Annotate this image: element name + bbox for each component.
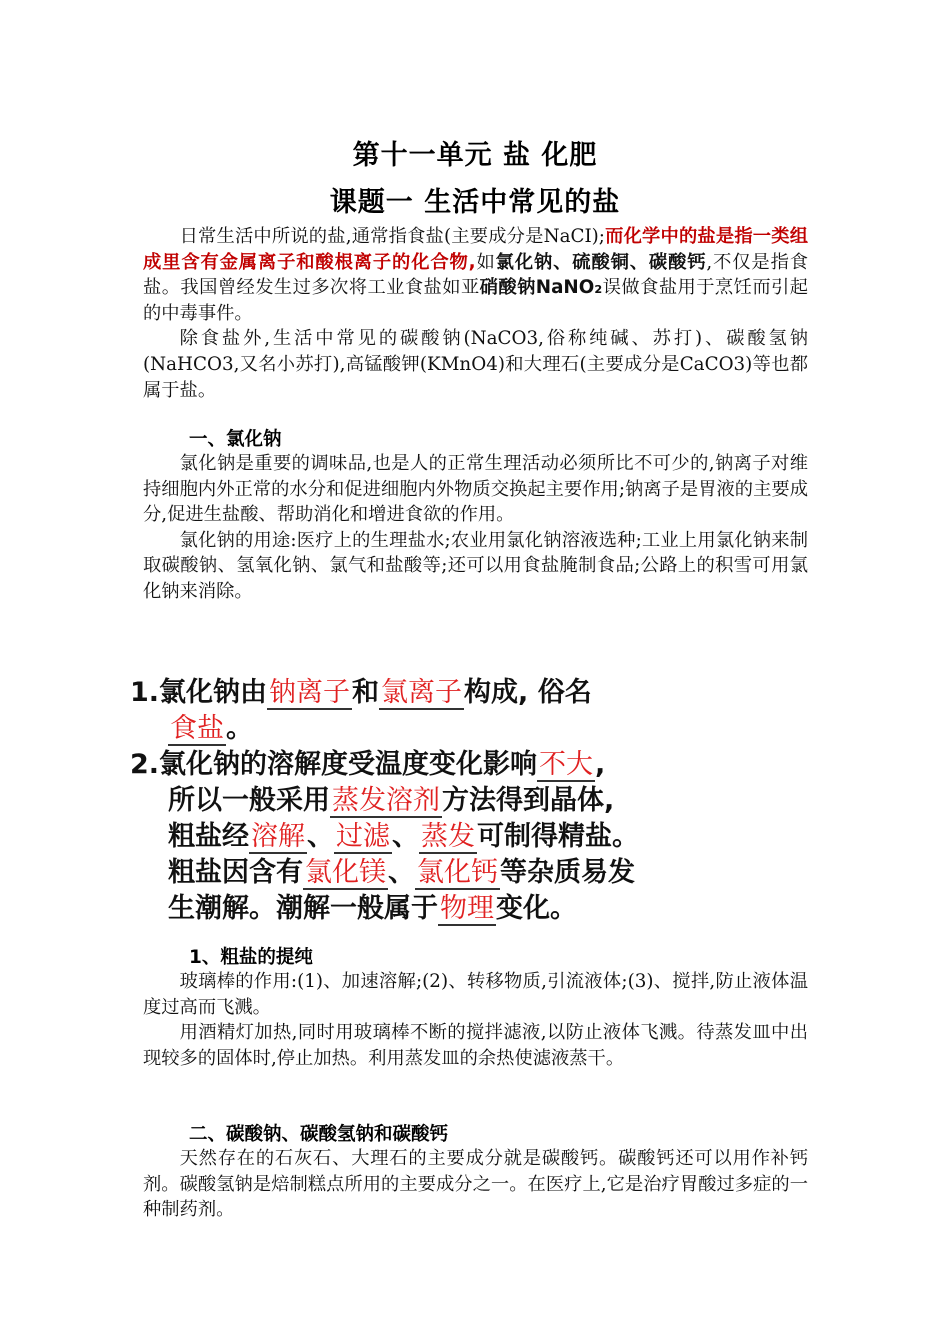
separator: 、 [388,857,415,888]
separator: 、 [392,821,419,852]
answer-blank: 溶解 [251,821,305,852]
salt-examples: 氯化钠、硫酸铜、碳酸钙 [495,251,707,273]
sodium-chloride-paragraph-1: 氯化钠是重要的调味品,也是人的正常生理活动必须所比不可少的,钠离子对维持细胞内外正常的水分和促进细胞内外物质交换起主要作用;钠离子是胃液的主要成分,促进生盐酸、帮助消化和增进食欲的作用。 [143,453,808,526]
question-text: 变化。 [496,893,577,924]
carbonates-paragraph-1: 天然存在的石灰石、大理石的主要成分就是碳酸钙。碳酸钙还可以用作补钙剂。碳酸氢钠是焙制糕点所用的主要成分之一。在医疗上,它是治疗胃酸过多症的一种制药剂。 [143,1148,808,1221]
purification-text [143,969,808,1071]
separator: 、 [307,821,334,852]
question-number: 2. [130,749,160,780]
answer-blank: 氯化镁 [305,857,386,888]
purification-paragraph-2: 用酒精灯加热,同时用玻璃棒不断的搅拌滤液,以防止液体飞溅。待蒸发皿中出现较多的固体时,停止加热。利用蒸发皿的余热使滤液蒸干。 [143,1022,808,1069]
question-text: 氯化钠的溶解度受温度变化影响 [159,749,538,780]
intro-paragraph-2: 除食盐外,生活中常见的碳酸钠(NaCO3,俗称纯碱、苏打)、碳酸氢钠(NaHCO3,又名小苏打),高锰酸钾(KMnO4)和大理石(主要成分是CaCO3)等也都属于盐。 [143,328,808,401]
answer-blank: 钠离子 [269,677,351,708]
question-text: 生潮解。潮解一般属于 [168,893,438,924]
unit-title: 第十一单元 盐 化肥 [352,140,598,171]
question-text: 方法得到晶体, [442,785,615,816]
carbonates-text [143,1146,808,1223]
question-text: 构成, 俗名 [464,677,592,708]
answer-blank: 氯离子 [381,677,463,708]
intro-p1-text-c: ,不仅是指食盐。我国曾经发生过多次将工业食盐如亚 [143,251,809,299]
question-text: , [595,749,606,780]
section-heading-sodium-chloride: 一、氯化钠 [189,429,282,450]
lesson-title: 课题一 生活中常见的盐 [329,187,621,218]
section-heading-carbonates: 二、碳酸钠、碳酸氢钠和碳酸钙 [189,1124,449,1145]
answer-blank: 食盐 [170,713,224,744]
answer-blank: 过滤 [336,821,390,852]
answer-blank: 氯化钙 [417,857,498,888]
question-text: 和 [352,677,380,708]
sodium-chloride-paragraph-2: 氯化钠的用途:医疗上的生理盐水;农业用氯化钠溶液选种;工业上用氯化钠来制取碳酸钠、氢氧化钠、氯气和盐酸等;还可以用食盐腌制食品;公路上的积雪可用氯化钠来消除。 [143,529,808,602]
question-text: 等杂质易发 [500,857,635,888]
question-text: 所以一般采用 [168,785,330,816]
question-text: 可制得精盐。 [477,821,639,852]
fill-in-question-1 [130,675,830,747]
fill-in-question-2 [130,747,830,927]
question-number: 1. [130,677,160,708]
answer-blank: 不大 [539,749,594,780]
question-text: 。 [226,713,253,744]
sodium-chloride-text [143,451,808,605]
sodium-nitrite: 硝酸钠NaNO₂ [479,277,603,299]
intro-p1-text-b: 如 [475,251,496,273]
subsection-heading-purification: 1、粗盐的提纯 [189,947,313,968]
intro-paragraph-1 [143,224,808,326]
answer-blank: 物理 [440,893,494,924]
question-text: 粗盐因含有 [168,857,303,888]
purification-paragraph-1: 玻璃棒的作用:(1)、加速溶解;(2)、转移物质,引流液体;(3)、搅拌,防止液体温度过高而飞溅。 [143,971,808,1018]
intro-p1-text-d: 误做食盐用于烹饪而引起的中毒事件。 [143,277,809,324]
intro-text [143,224,808,403]
salt-definition: 而化学中的盐是指一类组成里含有金属离子和酸根离子的化合物, [143,226,808,273]
question-text: 粗盐经 [168,821,249,852]
intro-p1-text-a: 日常生活中所说的盐,通常指食盐(主要成分是NaCI); [179,226,605,247]
question-text: 氯化钠由 [159,677,268,708]
answer-blank: 蒸发 [421,821,475,852]
answer-blank: 蒸发溶剂 [332,785,440,816]
